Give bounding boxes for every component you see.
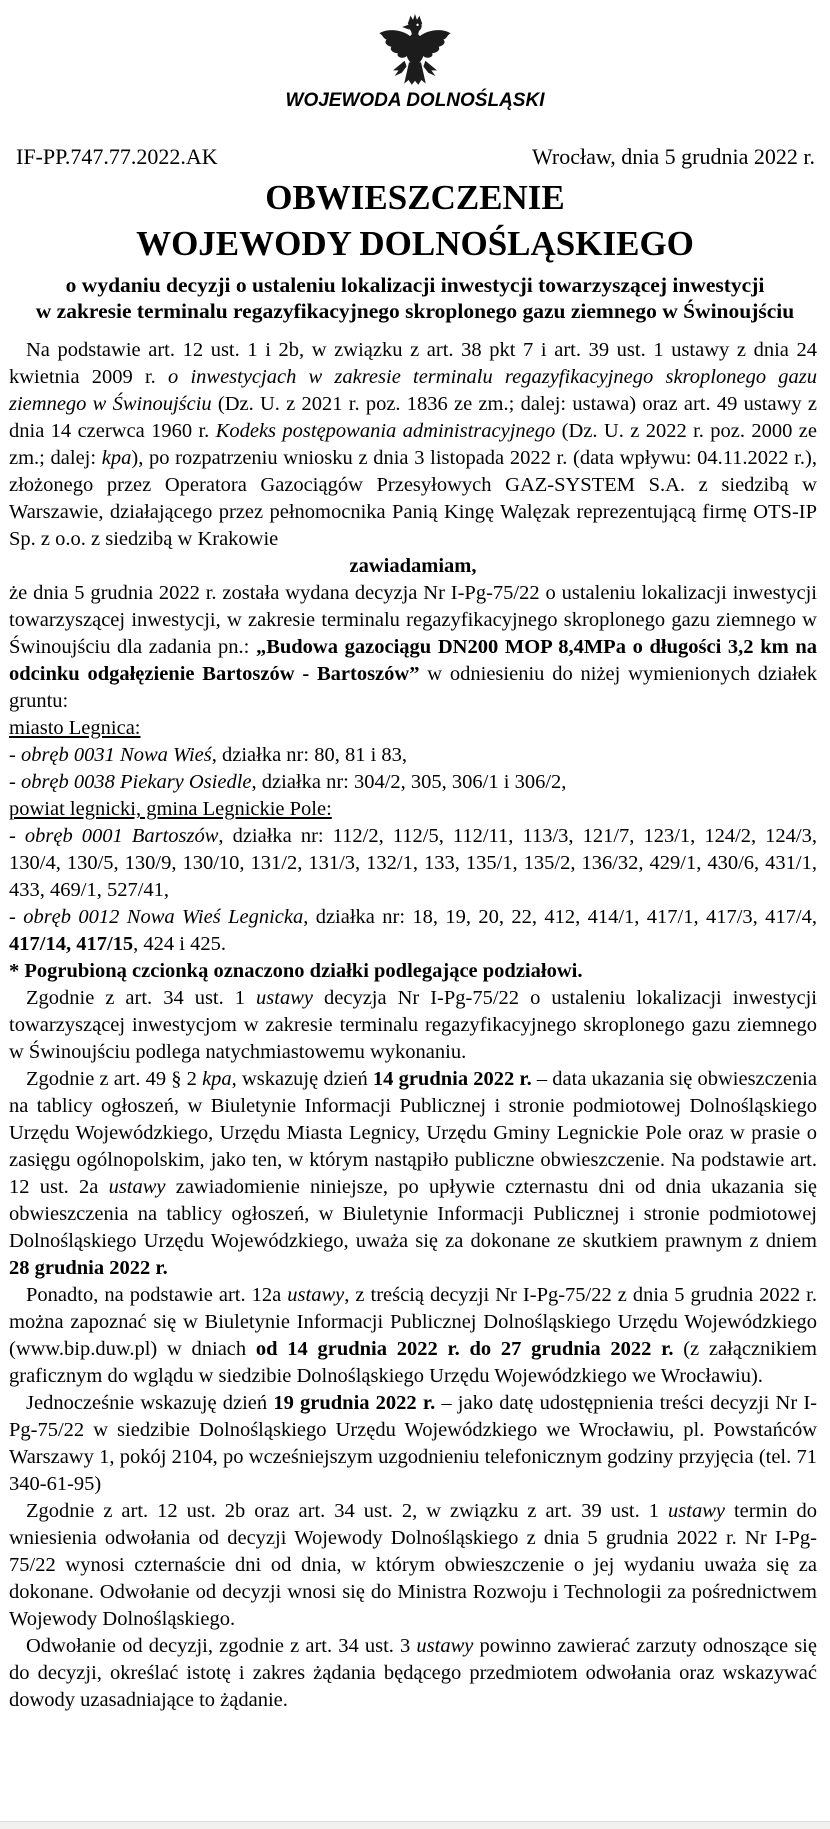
notice-keyword: zawiadamiam, — [349, 555, 477, 577]
para-announcement-date: Zgodnie z art. 49 § 2 kpa, wskazuję dzień 14 grudnia 2022 r. – data ukazania się obwieszczenia na tablicy ogłoszeń, w Biuletynie Informacji Publicznej i stronie podmiotowej Dolnośląskiego Urzędu Wojewódzkiego, Urzędu Miasta Legnicy, Urzędu Gminy Legnickie Pole oraz w prasie o zasięgu ogólnopolskim, jako ten, w którym nastąpiło publiczne obwieszczenie. Na podstawie art. 12 ust. 2a ustawy zawiadomienie niniejsze, po upływie czternastu dni od dnia ukazania się obwieszczenia na tablicy ogłoszeń, w Biuletynie Informacji Publicznej i stronie podmiotowej Dolnośląskiego Urzędu Wojewódzkiego, uważa się za dokonane ze skutkiem prawnym z dniem 28 grudnia 2022 r. — [9, 1068, 817, 1279]
para-bip-access: Ponadto, na podstawie art. 12a ustawy, z treścią decyzji Nr I-Pg-75/22 z dnia 5 grudnia 2022 r. można zapoznać się w Biuletynie Informacji Publicznej Dolnośląskiego Urzędu Wojewódzkiego (www.bip.duw.pl) w dniach od 14 grudnia 2022 r. do 27 grudnia 2022 r. (z załącznikiem graficznym do wglądu w siedzibie Dolnośląskiego Urzędu Wojewódzkiego we Wrocławiu). — [9, 1284, 817, 1387]
subtitle-line-2: w zakresie terminalu regazyfikacyjnego skroplonego gazu ziemnego w Świnoujściu — [35, 299, 795, 323]
footnote-bold-plots: * Pogrubioną czcionką oznaczono działki podlegające podziałowi. — [9, 960, 583, 982]
bottom-strip — [0, 1821, 830, 1829]
plot-list-line: - obręb 0031 Nowa Wieś, działka nr: 80, 81 i 83, — [9, 744, 408, 766]
para-decision: że dnia 5 grudnia 2022 r. została wydana decyzja Nr I-Pg-75/22 o ustaleniu lokalizacji inwestycji towarzyszącej inwestycji, w zakresie terminalu regazyfikacyjnego skroplonego gazu ziemnego w Świnoujściu dla zadania pn.: „Budowa gazociągu DN200 MOP 8,4MPa o długości 3,2 km na odcinku odgałęzienie Bartoszów - Bartoszów” w odniesieniu do niżej wymienionych działek gruntu: — [9, 582, 817, 712]
polish-eagle-emblem-icon — [0, 0, 830, 87]
plot-list-line: - obręb 0001 Bartoszów, działka nr: 112/2, 112/5, 112/11, 113/3, 121/7, 123/1, 124/2, 124/3, 130/4, 130/5, 130/9, 130/10, 131/2, 131/3, 132/1, 133, 135/1, 135/2, 136/32, 429/1, 430/6, 431/1, 433, 469/1, 527/41, — [9, 825, 818, 901]
heading-powiat-legnicki: powiat legnicki, gmina Legnickie Pole: — [9, 798, 332, 820]
document-body — [0, 337, 830, 1714]
plot-list-line: - obręb 0012 Nowa Wieś Legnicka, działka nr: 18, 19, 20, 22, 412, 414/1, 417/1, 417/3, 417/4, 417/14, 417/15, 424 i 425. — [9, 906, 817, 955]
plot-list-line: - obręb 0038 Piekary Osiedle, działka nr: 304/2, 305, 306/1 i 306/2, — [9, 771, 567, 793]
case-reference: IF-PP.747.77.2022.AK — [16, 144, 218, 169]
para-appeal-deadline: Zgodnie z art. 12 ust. 2b oraz art. 34 ust. 2, w związku z art. 39 ust. 1 ustawy termin do wniesienia odwołania od decyzji Wojewody Dolnośląskiego z dnia 5 grudnia 2022 r. Nr I-Pg-75/22 wynosi czternaście dni od dnia, w którym obwieszczenie o jej wydaniu uważa się za dokonane. Odwołanie od decyzji wnosi się do Ministra Rozwoju i Technologii za pośrednictwem Wojewody Dolnośląskiego. — [9, 1500, 817, 1630]
meta-row — [0, 144, 830, 170]
emblem-caption: WOJEWODA DOLNOŚLĄSKI — [285, 90, 545, 111]
document-title — [0, 175, 830, 267]
para-immediate-execution: Zgodnie z art. 34 ust. 1 ustawy decyzja Nr I-Pg-75/22 o ustaleniu lokalizacji inwestycji towarzyszącej inwestycjom w zakresie terminalu regazyfikacyjnego skroplonego gazu ziemnego w Świnoujściu podlega natychmiastowemu wykonaniu. — [9, 987, 817, 1063]
document-subtitle — [0, 272, 830, 324]
para-legal-basis: Na podstawie art. 12 ust. 1 i 2b, w związku z art. 38 pkt 7 i art. 39 ust. 1 ustawy z dnia 24 kwietnia 2009 r. o inwestycjach w zakresie terminalu regazyfikacyjnego skroplonego gazu ziemnego w Świnoujściu (Dz. U. z 2021 r. poz. 1836 ze zm.; dalej: ustawa) oraz art. 49 ustawy z dnia 14 czerwca 1960 r. Kodeks postępowania administracyjnego (Dz. U. z 2022 r. poz. 2000 ze zm.; dalej: kpa), po rozpatrzeniu wniosku z dnia 3 listopada 2022 r. (data wpływu: 04.11.2022 r.), złożonego przez Operatora Gazociągów Przesyłowych GAZ-SYSTEM S.A. z siedzibą w Warszawie, działającego przez pełnomocnika Panią Kingę Walęzak reprezentującą firmę OTS-IP Sp. z o.o. z siedzibą w Krakowie — [9, 339, 818, 550]
heading-miasto-legnica: miasto Legnica: — [9, 717, 141, 739]
title-line-1: OBWIESZCZENIE — [265, 178, 565, 217]
title-line-2: WOJEWODY DOLNOŚLĄSKIEGO — [136, 224, 694, 263]
para-appeal-content: Odwołanie od decyzji, zgodnie z art. 34 ust. 3 ustawy powinno zawierać zarzuty odnoszące się do decyzji, określać istotę i zakres żądania będącego przedmiotem odwołania oraz wskazywać dowody uzasadniające to żądanie. — [9, 1635, 817, 1711]
place-and-date: Wrocław, dnia 5 grudnia 2022 r. — [531, 144, 815, 169]
para-office-access: Jednocześnie wskazuję dzień 19 grudnia 2022 r. – jako datę udostępnienia treści decyzji Nr I-Pg-75/22 w siedzibie Dolnośląskiego Urzędu Wojewódzkiego we Wrocławiu, pl. Powstańców Warszawy 1, pokój 2104, po wcześniejszym uzgodnieniu telefonicznym godziny przyjęcia (tel. 71 340-61-95) — [9, 1392, 817, 1495]
subtitle-line-1: o wydaniu decyzji o ustaleniu lokalizacji inwestycji towarzyszącej inwestycji — [65, 273, 765, 297]
